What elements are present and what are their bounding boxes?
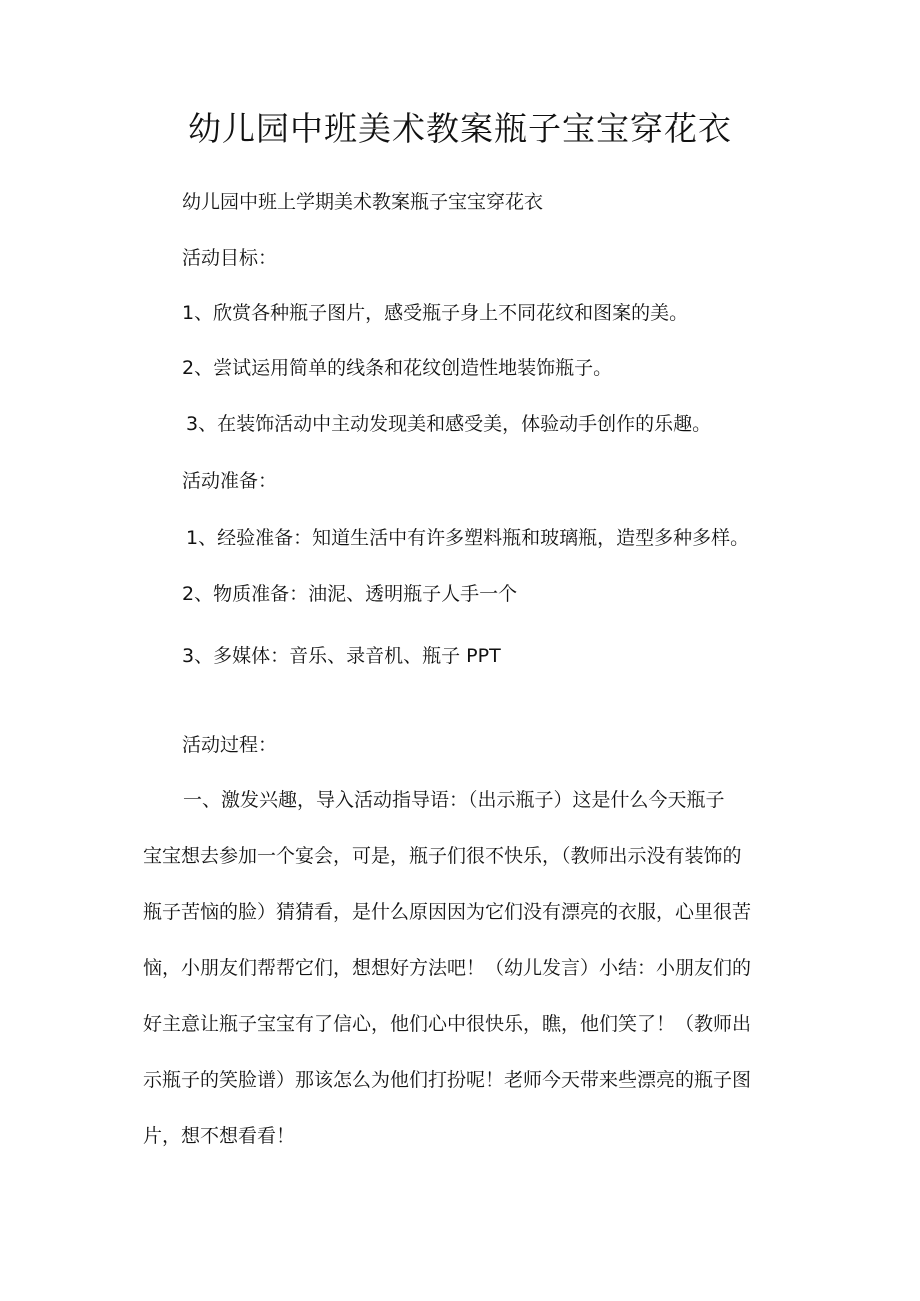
prep-item-3 xyxy=(182,642,501,670)
prep-item-number: 2 xyxy=(182,583,195,605)
paragraph-line: 示瓶子的笑脸谱）那该怎么为他们打扮呢！老师今天带来些漂亮的瓶子图 xyxy=(143,1069,752,1091)
goal-item-2 xyxy=(182,354,612,382)
prep-item-text: 、物质准备：油泥、透明瓶子人手一个 xyxy=(194,583,518,605)
prep-item-suffix: PPT xyxy=(460,645,501,667)
prep-item-text: 、经验准备：知道生活中有许多塑料瓶和玻璃瓶，造型多种多样。 xyxy=(198,527,750,549)
goal-item-3 xyxy=(186,410,711,438)
document-title: 幼儿园中班美术教案瓶子宝宝穿花衣 xyxy=(188,109,732,148)
goal-item-number: 1 xyxy=(182,302,195,324)
goal-item-text: 、尝试运用简单的线条和花纹创造性地装饰瓶子。 xyxy=(194,357,613,379)
process-heading: 活动过程： xyxy=(182,734,278,756)
document-subtitle: 幼儿园中班上学期美术教案瓶子宝宝穿花衣 xyxy=(182,191,544,213)
goal-item-text: 、欣赏各种瓶子图片，感受瓶子身上不同花纹和图案的美。 xyxy=(194,302,689,324)
prep-item-2 xyxy=(182,580,517,608)
paragraph-line: 瓶子苦恼的脸）猜猜看，是什么原因因为它们没有漂亮的衣服，心里很苦 xyxy=(143,901,752,923)
goal-item-1 xyxy=(182,299,688,327)
goal-item-number: 3 xyxy=(186,413,199,435)
goal-item-number: 2 xyxy=(182,357,195,379)
goals-heading: 活动目标： xyxy=(182,247,278,269)
paragraph-line: 恼，小朋友们帮帮它们，想想好方法吧！（幼儿发言）小结：小朋友们的 xyxy=(143,957,752,979)
goal-item-text: 、在装饰活动中主动发现美和感受美，体验动手创作的乐趣。 xyxy=(198,413,712,435)
prep-heading: 活动准备： xyxy=(182,470,278,492)
process-paragraph xyxy=(143,772,788,1164)
prep-item-text: 、多媒体：音乐、录音机、瓶子 xyxy=(194,645,461,667)
paragraph-line: 片，想不想看看！ xyxy=(143,1125,296,1147)
paragraph-line: 宝宝想去参加一个宴会，可是，瓶子们很不快乐，（教师出示没有装饰的 xyxy=(143,845,742,867)
prep-item-number: 1 xyxy=(186,527,199,549)
paragraph-line: 一、激发兴趣，导入活动指导语：（出示瓶子）这是什么今天瓶子 xyxy=(183,789,725,811)
paragraph-line: 好主意让瓶子宝宝有了信心，他们心中很快乐，瞧，他们笑了！（教师出 xyxy=(143,1013,752,1035)
prep-item-1 xyxy=(186,524,749,552)
prep-item-number: 3 xyxy=(182,645,195,667)
